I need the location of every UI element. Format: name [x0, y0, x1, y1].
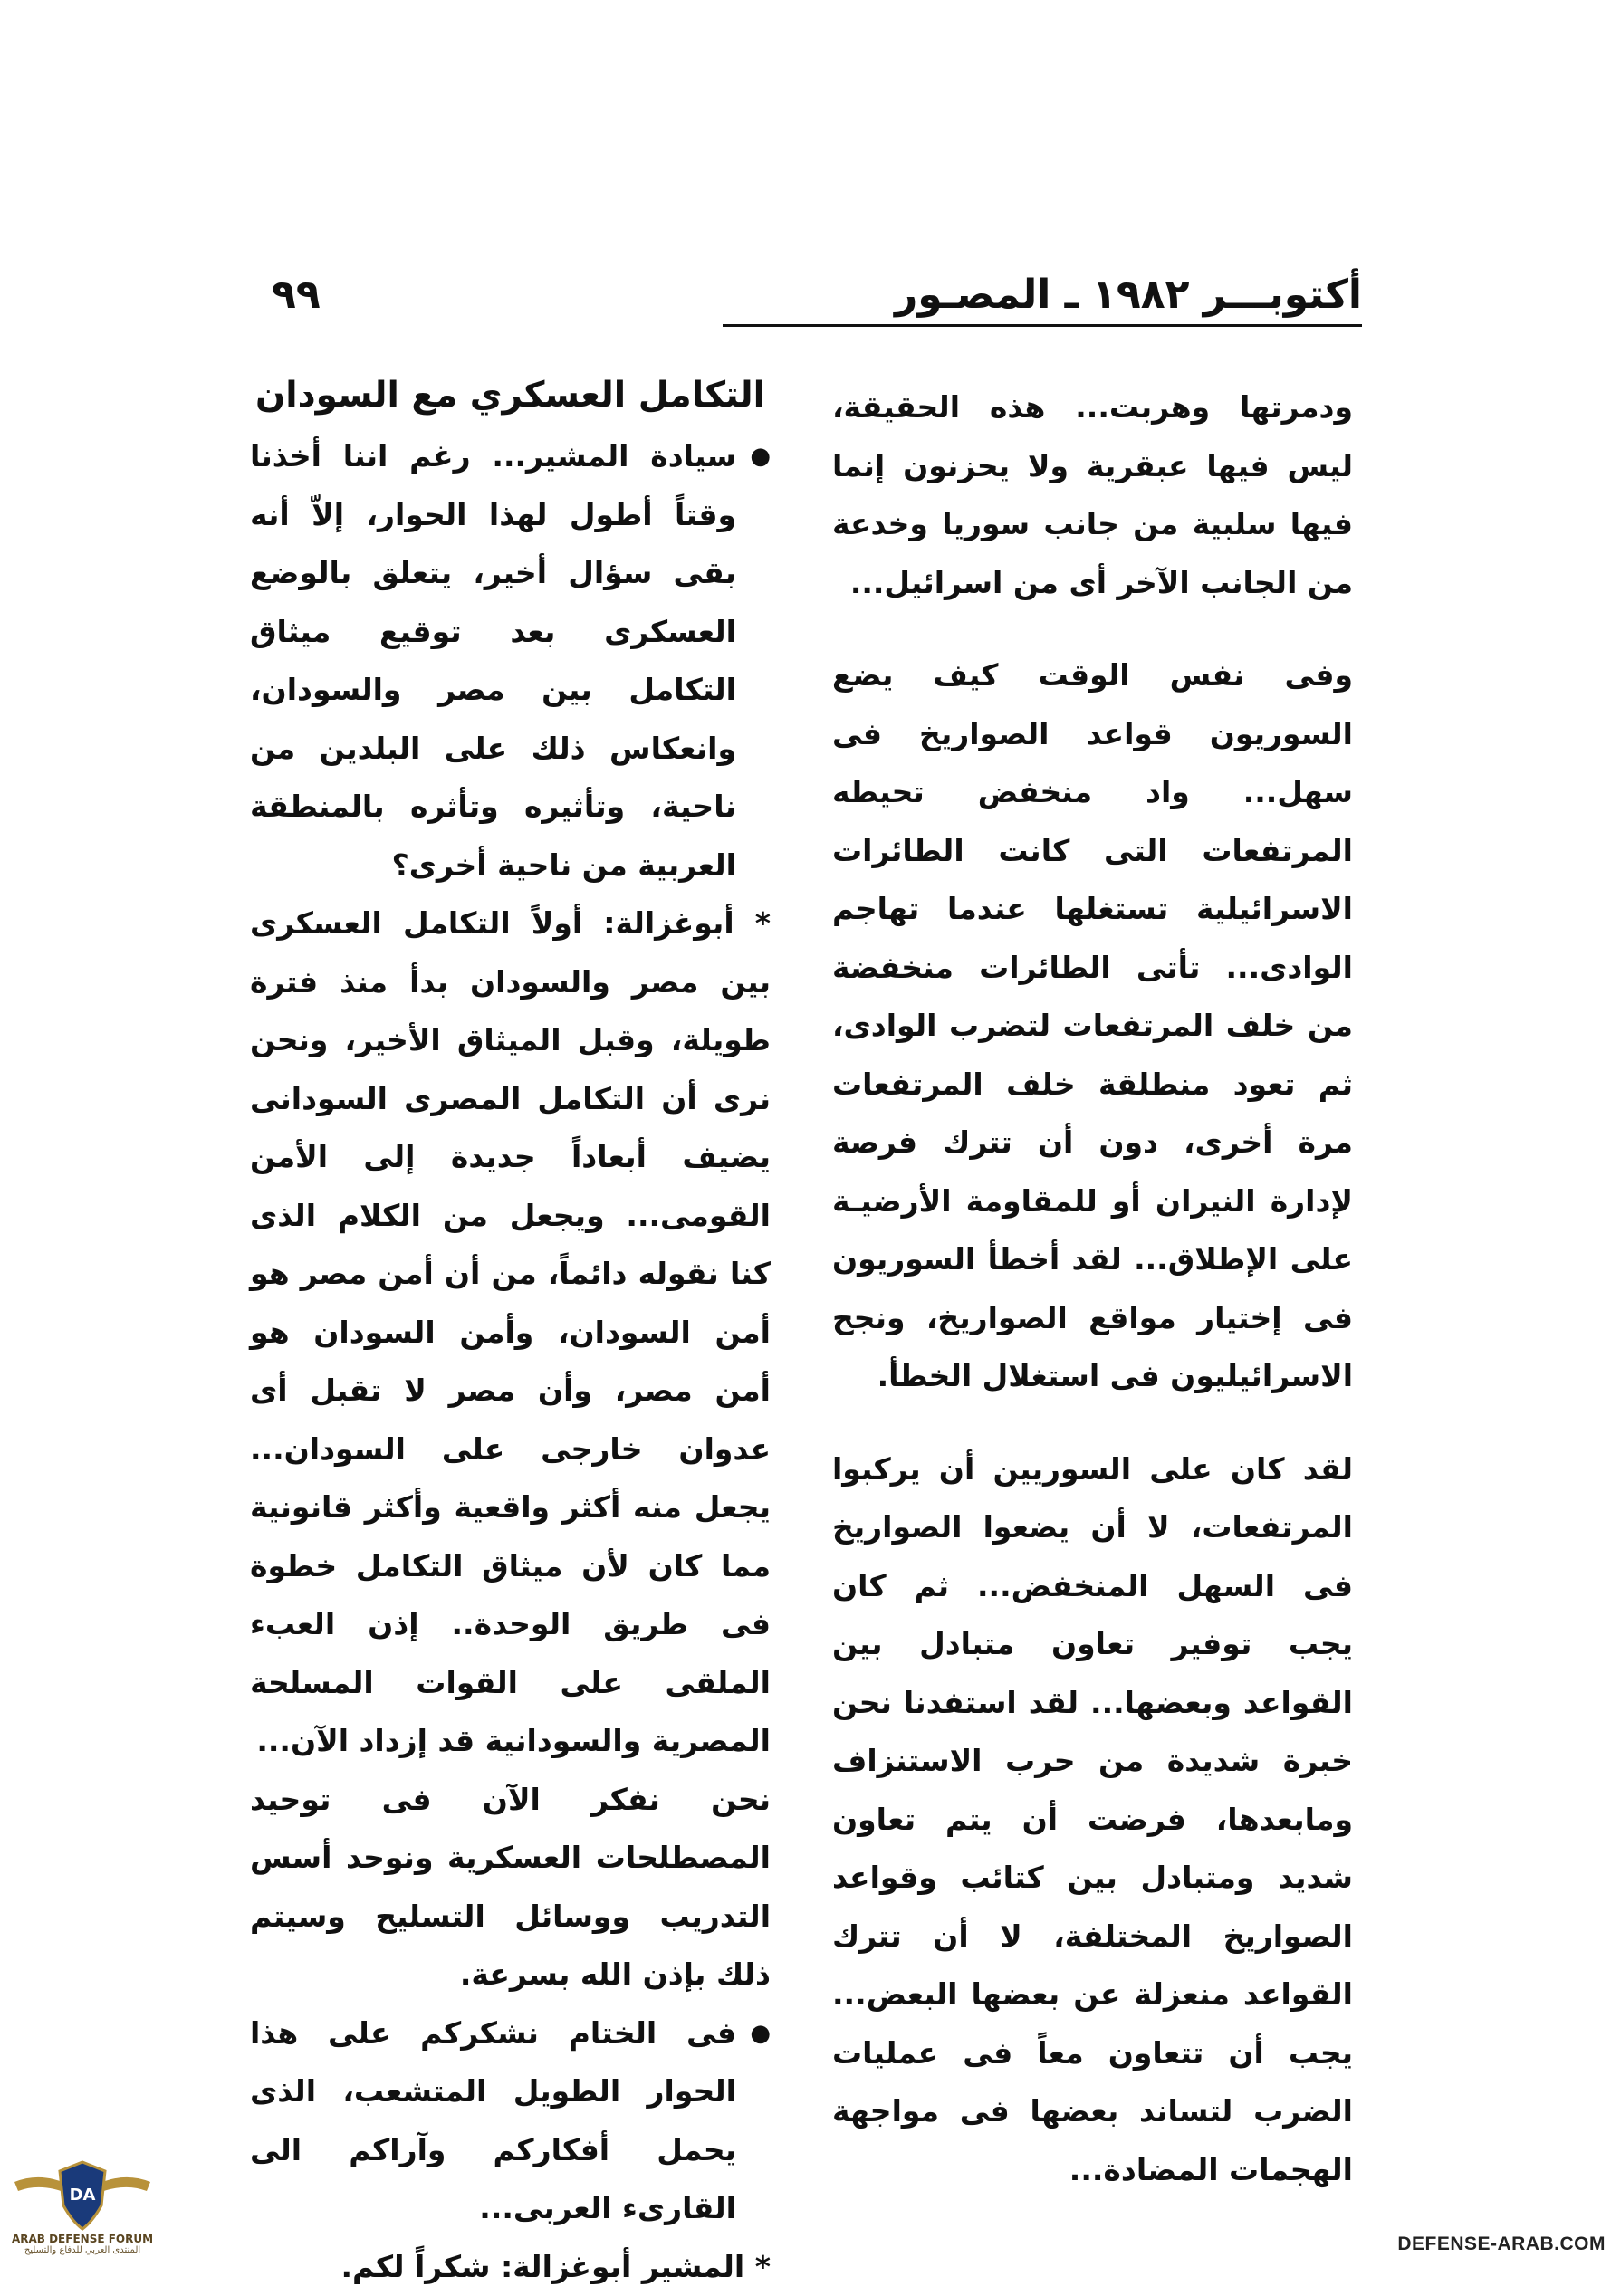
answer-1-continued: نحن نفكر الآن فى توحيد المصطلحات العسكرية ونوحد أسس التدريب ووسائل التسليح وسيتم ذلك بإذن الله بسرعة.	[250, 1771, 771, 2004]
question-2	[250, 2004, 771, 2238]
question-1-text: سيادة المشير... رغم اننا أخذنا وقتاً أطول لهذا الحوار، إلاّ أنه بقى سؤال أخير، يتعلق بالوضع العسكرى بعد توقيع ميثاق التكامل بين مصر والسودان، وانعكاس ذلك على البلدين من ناحية، وتأثيره وتأثره بالمنطقة العربية من ناحية أخرى؟	[250, 438, 736, 883]
question-2-text: فى الختام نشكركم على هذا الحوار الطويل المتشعب، الذى يحمل أفكاركم وآراكم الى القارىء العربى...	[250, 2015, 736, 2226]
bullet-icon: ●	[750, 427, 771, 486]
forum-logo	[5, 2155, 159, 2256]
page-number: ٩٩	[272, 272, 321, 318]
question-1	[250, 427, 771, 894]
left-column	[250, 366, 771, 2296]
site-watermark: DEFENSE-ARAB.COM	[1397, 2234, 1606, 2255]
right-paragraph-2: وفى نفس الوقت كيف يضع السوريون قواعد الصواريخ فى سهل... واد منخفض تحيطه المرتفعات التى كانت الطائرات الاسرائيلية تستغلها عندما تهاجم الوادى... تأتى الطائرات منخفضة من خلف المرتفعات لتضرب الوادى، ثم تعود منطلقة خلف المرتفعات مرة أخرى، دون أن تترك فرصة لإدارة النيران أو للمقاومة الأرضيـة على الإطلاق... لقد أخطأ السوريون فى إختيار مواقع الصواريخ، ونجح الاسرائيليون فى استغلال الخطأ.	[832, 646, 1353, 1406]
logo-mark: DA	[70, 2186, 96, 2205]
shield-wings-icon	[5, 2155, 159, 2236]
right-paragraph-1: ودمرتها وهربت... هذه الحقيقة، ليس فيها عبقرية ولا يحزنون إنما فيها سلبية من جانب سوريا وخدعة من الجانب الآخر أى من اسرائيل...	[832, 378, 1353, 612]
header-rule	[723, 324, 1362, 327]
right-column	[832, 378, 1353, 2199]
running-title: أكتوبـــر ١٩٨٢ ـ المصـور	[895, 272, 1362, 318]
answer-1: * أبوغزالة: أولاً التكامل العسكرى بين مصر والسودان بدأ منذ فترة طويلة، وقبل الميثاق الأخير، ونحن نرى أن التكامل المصرى السودانى يضيف أبعاداً جديدة إلى الأمن القومى... ويجعل من الكلام الذى كنا نقوله دائماً، من أن أمن مصر هو أمن السودان، وأمن السودان هو أمن مصر، وأن مصر لا تقبل أى عدوان خارجى على السودان... يجعل منه أكثر واقعية وأكثر قانونية مما كان لأن ميثاق التكامل خطوة فى طريق الوحدة.. إذن العبء الملقى على القوات المسلحة المصرية والسودانية قد إزداد الآن...	[250, 894, 771, 1771]
bullet-icon: ●	[750, 2004, 771, 2063]
section-title: التكامل العسكري مع السودان	[250, 366, 771, 426]
right-paragraph-3: لقد كان على السوريين أن يركبوا المرتفعات، لا أن يضعوا الصواريخ فى السهل المنخفض... ثم كان يجب توفير تعاون متبادل بين القواعد وبعضها... لقد استفدنا نحن خبرة شديدة من حرب الاستنزاف ومابعدها، فرضت أن يتم تعاون شديد ومتبادل بين كتائب وقواعد الصواريخ المختلفة، لا أن تترك القواعد منعزلة عن بعضها البعض... يجب أن تتعاون معاً فى عمليات الضرب لتساند بعضها فى مواجهة الهجمات المضادة...	[832, 1440, 1353, 2200]
logo-subtitle: المنتدى العربي للدفاع والتسليح	[5, 2245, 159, 2256]
logo-name: ARAB DEFENSE FORUM	[5, 2233, 159, 2245]
answer-2: * المشير أبوغزالة: شكراً لكم.	[250, 2238, 771, 2296]
